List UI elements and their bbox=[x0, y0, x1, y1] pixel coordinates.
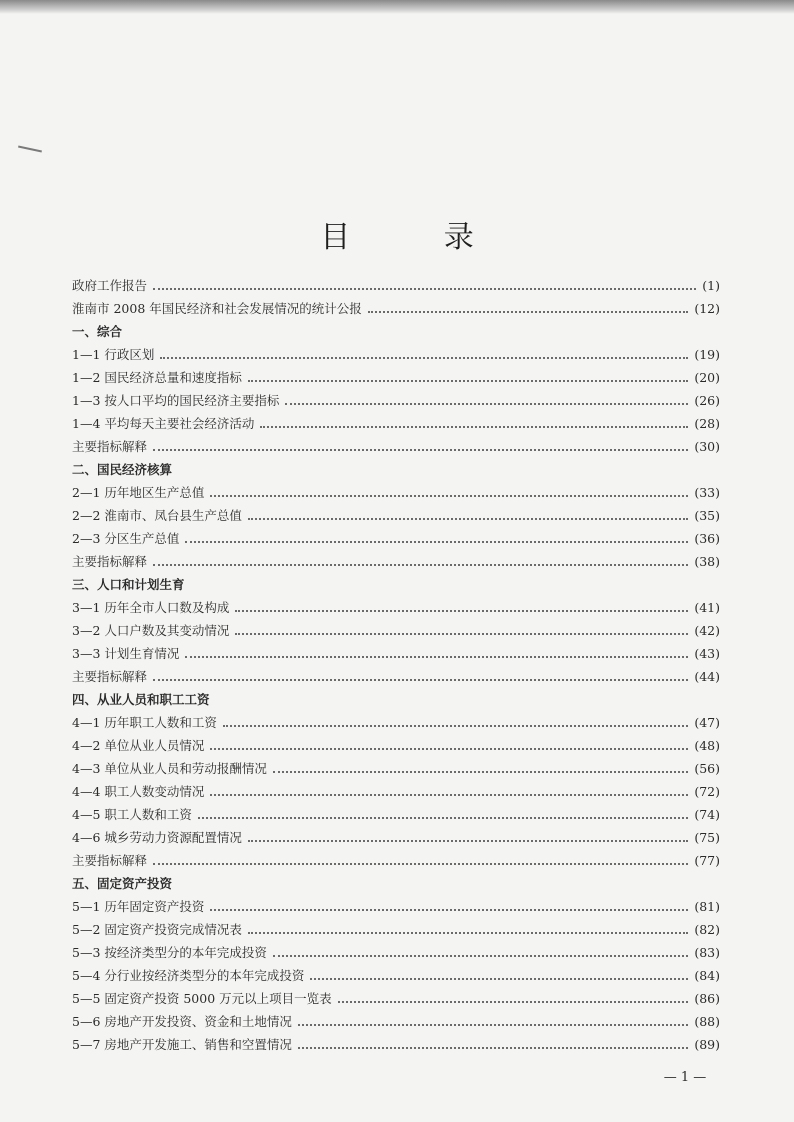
entry-page-number: (26) bbox=[694, 393, 720, 408]
entry-page-number: (84) bbox=[694, 968, 720, 983]
table-of-contents bbox=[72, 274, 720, 1056]
entry-title: 政府工作报告 bbox=[72, 278, 148, 293]
entry-title: 4—6 城乡劳动力资源配置情况 bbox=[72, 830, 242, 845]
entry-page-number: (86) bbox=[694, 991, 720, 1006]
toc-entry[interactable] bbox=[72, 619, 720, 642]
dot-leader bbox=[223, 725, 688, 727]
entry-title: 主要指标解释 bbox=[72, 439, 148, 454]
toc-entry[interactable] bbox=[72, 849, 720, 872]
toc-entry[interactable] bbox=[72, 757, 720, 780]
entry-page-number: (83) bbox=[694, 945, 720, 960]
entry-title: 2—2 淮南市、凤台县生产总值 bbox=[72, 508, 242, 523]
entry-page-number: (82) bbox=[694, 922, 720, 937]
dot-leader bbox=[210, 495, 688, 497]
toc-entry[interactable] bbox=[72, 734, 720, 757]
toc-entry[interactable] bbox=[72, 596, 720, 619]
dot-leader bbox=[153, 679, 688, 681]
entry-title: 4—2 单位从业人员情况 bbox=[72, 738, 205, 753]
toc-entry[interactable] bbox=[72, 550, 720, 573]
entry-page-number: (56) bbox=[694, 761, 720, 776]
entry-page-number: (38) bbox=[694, 554, 720, 569]
entry-page-number: (72) bbox=[694, 784, 720, 799]
toc-entry[interactable] bbox=[72, 918, 720, 941]
entry-page-number: (36) bbox=[694, 531, 720, 546]
dot-leader bbox=[210, 909, 688, 911]
entry-title: 3—3 计划生育情况 bbox=[72, 646, 180, 661]
entry-title: 1—3 按人口平均的国民经济主要指标 bbox=[72, 393, 280, 408]
entry-page-number: (42) bbox=[694, 623, 720, 638]
dot-leader bbox=[235, 610, 688, 612]
entry-page-number: (75) bbox=[694, 830, 720, 845]
entry-title: 4—3 单位从业人员和劳动报酬情况 bbox=[72, 761, 267, 776]
page-title: 目 录 bbox=[320, 220, 516, 255]
toc-entry[interactable] bbox=[72, 297, 720, 320]
entry-title: 主要指标解释 bbox=[72, 554, 148, 569]
scan-mark bbox=[18, 146, 42, 153]
entry-title: 主要指标解释 bbox=[72, 853, 148, 868]
dot-leader bbox=[285, 403, 688, 405]
toc-entry[interactable] bbox=[72, 481, 720, 504]
toc-entry[interactable] bbox=[72, 665, 720, 688]
toc-entry[interactable] bbox=[72, 389, 720, 412]
entry-page-number: (28) bbox=[694, 416, 720, 431]
entry-page-number: (43) bbox=[694, 646, 720, 661]
dot-leader bbox=[310, 978, 688, 980]
dot-leader bbox=[153, 564, 688, 566]
toc-entry[interactable] bbox=[72, 412, 720, 435]
entry-title: 4—1 历年职工人数和工资 bbox=[72, 715, 217, 730]
entry-title: 5—7 房地产开发施工、销售和空置情况 bbox=[72, 1037, 292, 1052]
entry-title: 5—3 按经济类型分的本年完成投资 bbox=[72, 945, 267, 960]
toc-entry[interactable] bbox=[72, 366, 720, 389]
toc-section-heading bbox=[72, 320, 720, 343]
dot-leader bbox=[198, 817, 688, 819]
section-title: 二、国民经济核算 bbox=[72, 462, 173, 477]
toc-entry[interactable] bbox=[72, 435, 720, 458]
toc-entry[interactable] bbox=[72, 941, 720, 964]
entry-page-number: (81) bbox=[694, 899, 720, 914]
entry-page-number: (48) bbox=[694, 738, 720, 753]
entry-title: 2—1 历年地区生产总值 bbox=[72, 485, 205, 500]
entry-page-number: (12) bbox=[694, 301, 720, 316]
toc-entry[interactable] bbox=[72, 1033, 720, 1056]
entry-page-number: (1) bbox=[702, 278, 720, 293]
toc-entry[interactable] bbox=[72, 527, 720, 550]
section-title: 五、固定资产投资 bbox=[72, 876, 173, 891]
entry-page-number: (41) bbox=[694, 600, 720, 615]
entry-title: 5—2 固定资产投资完成情况表 bbox=[72, 922, 242, 937]
dot-leader bbox=[298, 1047, 688, 1049]
entry-title: 5—1 历年固定资产投资 bbox=[72, 899, 205, 914]
section-title: 三、人口和计划生育 bbox=[72, 577, 185, 592]
dot-leader bbox=[298, 1024, 688, 1026]
toc-entry[interactable] bbox=[72, 826, 720, 849]
entry-page-number: (35) bbox=[694, 508, 720, 523]
entry-title: 3—2 人口户数及其变动情况 bbox=[72, 623, 230, 638]
toc-entry[interactable] bbox=[72, 803, 720, 826]
toc-section-heading bbox=[72, 872, 720, 895]
entry-page-number: (44) bbox=[694, 669, 720, 684]
entry-page-number: (77) bbox=[694, 853, 720, 868]
dot-leader bbox=[210, 748, 688, 750]
dot-leader bbox=[260, 426, 688, 428]
entry-page-number: (89) bbox=[694, 1037, 720, 1052]
entry-page-number: (74) bbox=[694, 807, 720, 822]
dot-leader bbox=[153, 449, 688, 451]
section-title: 四、从业人员和职工工资 bbox=[72, 692, 210, 707]
entry-page-number: (19) bbox=[694, 347, 720, 362]
toc-entry[interactable] bbox=[72, 711, 720, 734]
dot-leader bbox=[185, 541, 688, 543]
entry-title: 5—5 固定资产投资 5000 万元以上项目一览表 bbox=[72, 991, 332, 1006]
toc-section-heading bbox=[72, 688, 720, 711]
entry-page-number: (20) bbox=[694, 370, 720, 385]
toc-entry[interactable] bbox=[72, 780, 720, 803]
dot-leader bbox=[153, 863, 688, 865]
dot-leader bbox=[160, 357, 688, 359]
entry-page-number: (88) bbox=[694, 1014, 720, 1029]
toc-entry[interactable] bbox=[72, 987, 720, 1010]
dot-leader bbox=[235, 633, 688, 635]
dot-leader bbox=[185, 656, 688, 658]
entry-title: 3—1 历年全市人口数及构成 bbox=[72, 600, 230, 615]
toc-entry[interactable] bbox=[72, 1010, 720, 1033]
entry-page-number: (33) bbox=[694, 485, 720, 500]
dot-leader bbox=[248, 380, 688, 382]
entry-title: 5—6 房地产开发投资、资金和土地情况 bbox=[72, 1014, 292, 1029]
entry-title: 5—4 分行业按经济类型分的本年完成投资 bbox=[72, 968, 305, 983]
toc-entry[interactable] bbox=[72, 343, 720, 366]
scan-top-edge bbox=[0, 0, 794, 14]
dot-leader bbox=[248, 932, 688, 934]
toc-section-heading bbox=[72, 573, 720, 596]
entry-page-number: (30) bbox=[694, 439, 720, 454]
page-number: — 1 — bbox=[663, 1070, 707, 1085]
dot-leader bbox=[248, 518, 688, 520]
entry-title: 4—5 职工人数和工资 bbox=[72, 807, 192, 822]
dot-leader bbox=[153, 288, 696, 290]
dot-leader bbox=[273, 955, 688, 957]
toc-entry[interactable] bbox=[72, 274, 720, 297]
entry-title: 1—4 平均每天主要社会经济活动 bbox=[72, 416, 255, 431]
toc-entry[interactable] bbox=[72, 895, 720, 918]
entry-title: 1—2 国民经济总量和速度指标 bbox=[72, 370, 242, 385]
entry-title: 2—3 分区生产总值 bbox=[72, 531, 180, 546]
dot-leader bbox=[248, 840, 688, 842]
toc-section-heading bbox=[72, 458, 720, 481]
entry-title: 4—4 职工人数变动情况 bbox=[72, 784, 205, 799]
dot-leader bbox=[368, 311, 689, 313]
dot-leader bbox=[338, 1001, 689, 1003]
toc-entry[interactable] bbox=[72, 642, 720, 665]
toc-entry[interactable] bbox=[72, 964, 720, 987]
dot-leader bbox=[210, 794, 688, 796]
entry-title: 淮南市 2008 年国民经济和社会发展情况的统计公报 bbox=[72, 301, 362, 316]
entry-page-number: (47) bbox=[694, 715, 720, 730]
entry-title: 主要指标解释 bbox=[72, 669, 148, 684]
dot-leader bbox=[273, 771, 688, 773]
entry-title: 1—1 行政区划 bbox=[72, 347, 155, 362]
toc-entry[interactable] bbox=[72, 504, 720, 527]
section-title: 一、综合 bbox=[72, 324, 123, 339]
